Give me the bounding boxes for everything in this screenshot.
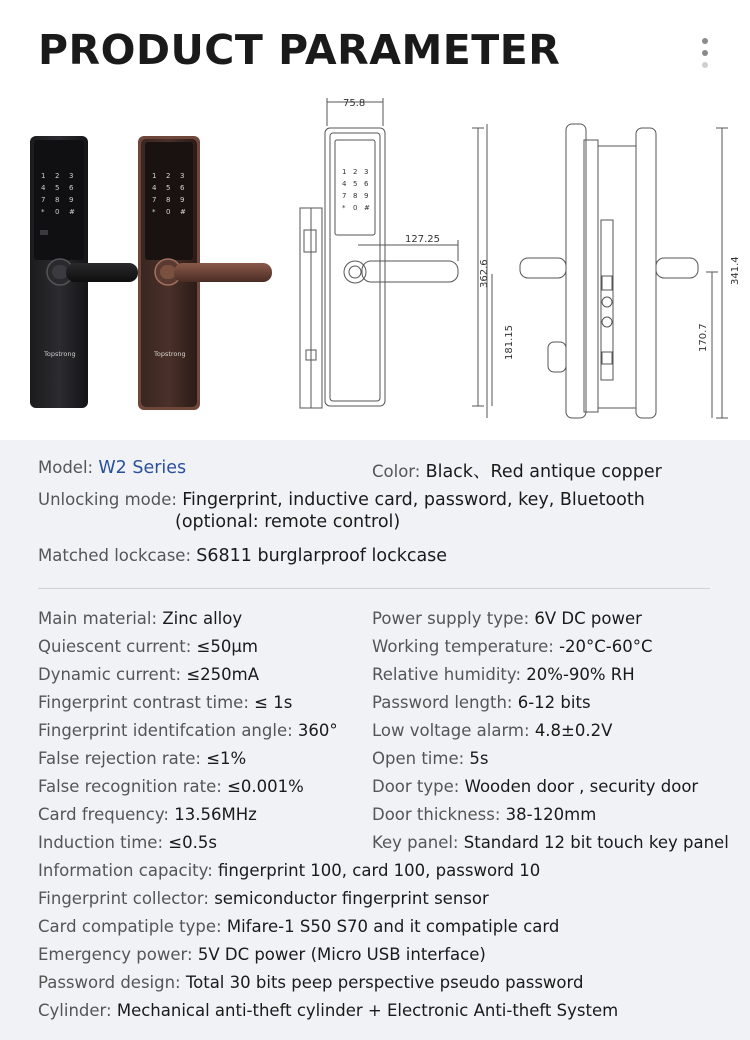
key-6: 6 bbox=[69, 184, 74, 192]
spec-row: Cylinder: Mechanical anti-theft cylinder + Electronic Anti-theft System bbox=[38, 1001, 619, 1020]
spec-row: Induction time: ≤0.5s bbox=[38, 833, 217, 852]
dim-height: 362.6 bbox=[479, 259, 490, 288]
spec-row: Open time: 5s bbox=[372, 749, 489, 768]
dim-side-lower: 170.7 bbox=[698, 323, 709, 352]
spec-row: Door type: Wooden door , security door bbox=[372, 777, 699, 796]
lockcase-row: Matched lockcase: S6811 burglarproof lockcase bbox=[38, 546, 448, 566]
dim-handle: 127.25 bbox=[405, 234, 440, 245]
key-star: * bbox=[41, 208, 45, 216]
svg-text:1: 1 bbox=[342, 168, 347, 176]
product-header bbox=[0, 0, 750, 440]
dim-side-height: 341.4 bbox=[730, 256, 741, 285]
svg-text:5: 5 bbox=[353, 180, 358, 188]
spec-row: False recognition rate: ≤0.001% bbox=[38, 777, 304, 796]
model-value: W2 Series bbox=[98, 458, 187, 478]
key-1: 1 bbox=[41, 172, 46, 180]
spec-row: Emergency power: 5V DC power (Micro USB interface) bbox=[38, 945, 486, 964]
svg-text:7: 7 bbox=[152, 196, 157, 204]
key-7: 7 bbox=[41, 196, 46, 204]
svg-text:9: 9 bbox=[180, 196, 185, 204]
svg-text:#: # bbox=[180, 208, 186, 216]
color-value: Black、Red antique copper bbox=[425, 462, 662, 482]
spec-row: Card compatiple type: Mifare-1 S50 S70 and it compatiple card bbox=[38, 917, 560, 936]
spec-row: Low voltage alarm: 4.8±0.2V bbox=[372, 721, 613, 740]
svg-text:6: 6 bbox=[180, 184, 185, 192]
spec-row: Information capacity: fingerprint 100, card 100, password 10 bbox=[38, 861, 541, 880]
brand-logo-copper: Topstrong bbox=[154, 350, 186, 358]
unlock-row: Unlocking mode: Fingerprint, inductive card, password, key, Bluetooth bbox=[38, 490, 645, 510]
dim-width: 75.8 bbox=[343, 98, 366, 109]
page-title: PRODUCT PARAMETER bbox=[38, 26, 561, 74]
svg-text:0: 0 bbox=[166, 208, 171, 216]
spec-row: False rejection rate: ≤1% bbox=[38, 749, 247, 768]
key-3: 3 bbox=[69, 172, 74, 180]
key-2: 2 bbox=[55, 172, 60, 180]
svg-text:9: 9 bbox=[364, 192, 369, 200]
dim-lower: 181.15 bbox=[504, 325, 515, 360]
color-row: Color: Black、Red antique copper bbox=[372, 462, 662, 482]
svg-text:4: 4 bbox=[342, 180, 347, 188]
spec-row: Main material: Zinc alloy bbox=[38, 609, 243, 628]
brand-logo-black: Topstrong bbox=[44, 350, 76, 358]
lockcase-value: S6811 burglarproof lockcase bbox=[196, 546, 448, 566]
svg-text:*: * bbox=[342, 204, 346, 212]
svg-text:8: 8 bbox=[166, 196, 171, 204]
side-dimension-drawing bbox=[487, 124, 728, 418]
key-4: 4 bbox=[41, 184, 46, 192]
unlock-value: Fingerprint, inductive card, password, key, Bluetooth bbox=[182, 490, 645, 510]
product-drawings bbox=[0, 80, 750, 420]
key-0: 0 bbox=[55, 208, 60, 216]
spec-row: Fingerprint contrast time: ≤ 1s bbox=[38, 693, 293, 712]
spec-row: Password design: Total 30 bits peep perspective pseudo password bbox=[38, 973, 584, 992]
svg-text:1: 1 bbox=[152, 172, 157, 180]
spec-row: Quiescent current: ≤50μm bbox=[38, 637, 258, 656]
spec-row: Relative humidity: 20%-90% RH bbox=[372, 665, 635, 684]
svg-text:0: 0 bbox=[353, 204, 358, 212]
spec-row: Key panel: Standard 12 bit touch key panel bbox=[372, 833, 729, 852]
spec-panel bbox=[0, 440, 750, 1040]
svg-text:3: 3 bbox=[180, 172, 185, 180]
svg-text:4: 4 bbox=[152, 184, 157, 192]
svg-text:7: 7 bbox=[342, 192, 347, 200]
spec-row: Fingerprint collector: semiconductor fingerprint sensor bbox=[38, 889, 489, 908]
front-dimension-drawing bbox=[300, 98, 492, 408]
svg-text:2: 2 bbox=[353, 168, 358, 176]
section-divider bbox=[38, 588, 710, 589]
spec-row: Dynamic current: ≤250mA bbox=[38, 665, 260, 684]
svg-text:2: 2 bbox=[166, 172, 171, 180]
svg-text:8: 8 bbox=[353, 192, 358, 200]
copper-lock-image bbox=[138, 136, 272, 410]
svg-text:6: 6 bbox=[364, 180, 369, 188]
svg-text:#: # bbox=[364, 204, 370, 212]
svg-text:3: 3 bbox=[364, 168, 369, 176]
spec-row: Power supply type: 6V DC power bbox=[372, 609, 642, 628]
spec-row: Password length: 6-12 bits bbox=[372, 693, 591, 712]
model-row: Model: W2 Series bbox=[38, 458, 187, 478]
key-8: 8 bbox=[55, 196, 60, 204]
spec-row: Card frequency: 13.56MHz bbox=[38, 805, 257, 824]
key-hash: # bbox=[69, 208, 75, 216]
unlock-row-2: (optional: remote control) bbox=[175, 512, 401, 532]
spec-row: Working temperature: -20°C-60°C bbox=[372, 637, 653, 656]
key-9: 9 bbox=[69, 196, 74, 204]
black-lock-image bbox=[30, 136, 138, 408]
svg-text:*: * bbox=[152, 208, 156, 216]
spec-row: Fingerprint identifcation angle: 360° bbox=[38, 721, 338, 740]
key-5: 5 bbox=[55, 184, 60, 192]
spec-row: Door thickness: 38-120mm bbox=[372, 805, 597, 824]
svg-text:5: 5 bbox=[166, 184, 171, 192]
more-menu-icon[interactable] bbox=[702, 38, 712, 74]
